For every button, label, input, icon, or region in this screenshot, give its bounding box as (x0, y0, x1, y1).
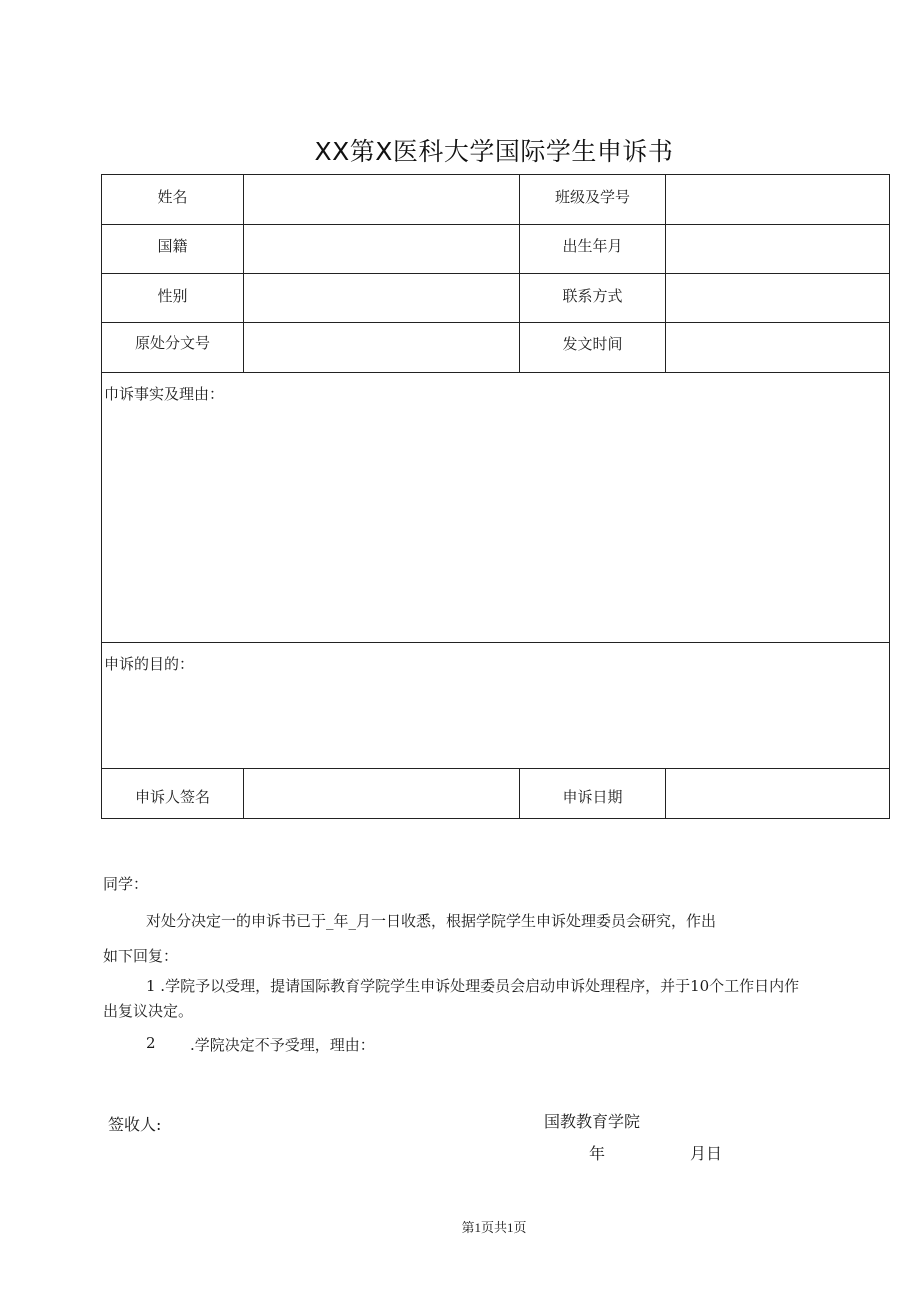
month-day-label: 月日 (690, 1144, 723, 1163)
reply-line-1: 对处分决定一的申诉书已于_年_月一日收悉，根据学院学生申诉处理委员会研究，作出 (146, 912, 717, 930)
reply-salutation: 同学： (103, 875, 149, 893)
college-name: 国教教育学院 (544, 1112, 641, 1131)
nationality-label: 国籍 (157, 237, 188, 255)
appeal-form-table (101, 174, 890, 819)
page-number: 第1页共1页 (461, 1220, 527, 1235)
name-field[interactable] (244, 176, 519, 223)
document-title: XX第X医科大学国际学生申诉书 (314, 137, 674, 166)
appellant-signature-field[interactable] (244, 769, 519, 818)
reply-item-1-line-2: 出复议决定。 (103, 1002, 194, 1020)
appeal-date-field[interactable] (666, 769, 889, 818)
gender-label: 性别 (157, 287, 188, 305)
birth-date-field[interactable] (666, 225, 889, 272)
reply-line-2: 如下回复： (103, 947, 179, 965)
nationality-field[interactable] (244, 225, 519, 272)
contact-label: 联系方式 (562, 287, 623, 305)
receiver-label: 签收人: (108, 1115, 162, 1134)
class-id-field[interactable] (666, 176, 889, 223)
contact-field[interactable] (666, 274, 889, 321)
row-divider (102, 642, 889, 643)
reply-item-1-line-1: 1 .学院予以受理，提请国际教育学院学生申诉处理委员会启动申诉处理程序，并于10个工作日内作 (146, 977, 800, 995)
appeal-date-label: 申诉日期 (562, 788, 623, 806)
issue-time-field[interactable] (666, 323, 889, 371)
row-divider (102, 372, 889, 373)
original-decision-no-field[interactable] (244, 323, 519, 371)
name-label: 姓名 (157, 188, 188, 206)
reply-item-2-number: 2 (146, 1034, 156, 1052)
original-decision-no-label: 原处分文号 (134, 334, 210, 352)
facts-reasons-label: 巾诉事实及理由： (104, 385, 225, 403)
year-label: 年 (589, 1144, 606, 1163)
issue-time-label: 发文时间 (562, 335, 623, 353)
birth-date-label: 出生年月 (562, 237, 623, 255)
appeal-purpose-label: 申诉的目的： (104, 655, 195, 673)
appeal-purpose-area[interactable] (103, 677, 888, 766)
class-id-label: 班级及学号 (554, 188, 630, 206)
facts-reasons-area[interactable] (103, 407, 888, 640)
reply-item-2-text: .学院决定不予受理，理由： (190, 1036, 375, 1054)
gender-field[interactable] (244, 274, 519, 321)
appellant-signature-label: 申诉人签名 (134, 788, 210, 806)
